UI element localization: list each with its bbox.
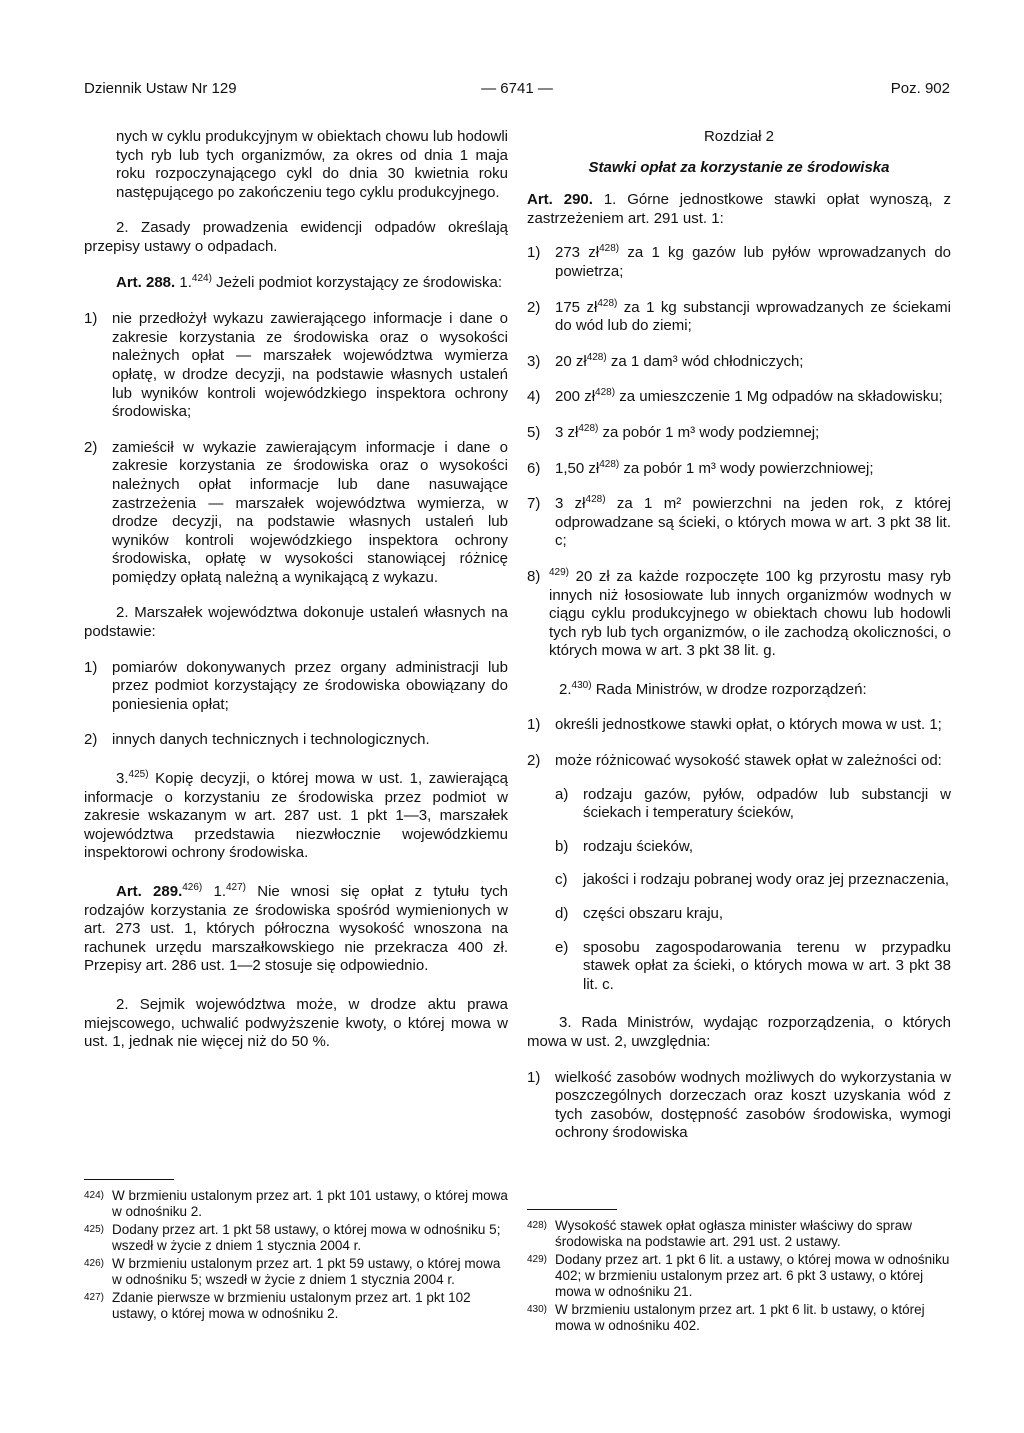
page-number: — 6741 — bbox=[481, 80, 553, 97]
rate-text: 20 zł za każde rozpoczęte 100 kg przyrostu masy ryb innych niż łososiowate lub innych organizmów wodnych w ciągu cyklu produkcyjnego w obiektach chowu lub hodowli tych ryb lub tych organizmów, o ile zachodzą okoliczności, o których mowa w art. 3 pkt 38 lit. g. bbox=[549, 567, 951, 660]
article-288 bbox=[84, 274, 508, 293]
footnote-number: 426) bbox=[84, 1258, 105, 1269]
rate-number: 3) bbox=[527, 352, 541, 370]
list-item bbox=[84, 659, 508, 715]
footnote-number: 430) bbox=[527, 1304, 548, 1315]
page-header bbox=[84, 80, 950, 102]
sub-item-text: rodzaju gazów, pyłów, odpadów lub substancji w ściekach i temperatury ścieków, bbox=[583, 785, 951, 822]
rate-amount: 3 zł bbox=[555, 423, 579, 441]
sub-item-letter: a) bbox=[555, 785, 569, 803]
sub-item-letter: c) bbox=[555, 871, 568, 889]
right-column bbox=[527, 128, 951, 1143]
sub-item bbox=[555, 838, 951, 857]
rate-text: za 1 m² powierzchni na jeden rok, z której odprowadzane są ścieki, o których mowa w art. 3 pkt 38 lit. c; bbox=[555, 495, 951, 550]
article-288-number: 1. bbox=[179, 273, 192, 291]
rate-text: za umieszczenie 1 Mg odpadów na składowisku; bbox=[615, 388, 943, 406]
list-item-text: może różnicować wysokość stawek opłat w zależności od: bbox=[555, 752, 942, 770]
rate-number: 5) bbox=[527, 423, 541, 441]
article-290 bbox=[527, 191, 951, 228]
footnote bbox=[527, 1218, 951, 1250]
footnote-number: 425) bbox=[84, 1224, 105, 1235]
paragraph-continuation: nych w cyklu produkcyjnym w obiektach chowu lub hodowli tych ryb lub tych organizmów, za okres od dnia 1 maja roku rozpoczynającego cykl do dnia 30 kwietnia roku następującego po zakończeniu tego cyklu produkcyjnego. bbox=[116, 128, 508, 201]
left-column bbox=[84, 128, 508, 1069]
rate-number: 1) bbox=[527, 244, 541, 262]
list-item bbox=[527, 716, 951, 735]
footnote bbox=[84, 1290, 508, 1322]
sub-item-letter: b) bbox=[555, 837, 569, 855]
list-item-text: wielkość zasobów wodnych możliwych do wykorzystania w poszczególnych dorzeczach oraz koszt uzyskania wód z tych zasobów, dostępność zasobów środowiska, wymogi ochrony środowiska bbox=[555, 1068, 951, 1142]
position-number: Poz. 902 bbox=[890, 80, 950, 97]
list-item-text: nie przedłożył wykazu zawierającego informacje i dane o zakresie korzystania ze środowiska oraz o wysokości należnych opłat — marszałek województwa wymierza opłatę, w drodze decyzji, na podstawie własnych ustaleń lub wyników kontroli wojewódzkiego inspektora ochrony środowiska; bbox=[112, 310, 508, 421]
footnote-ref-428: 428) bbox=[599, 458, 620, 470]
rate-amount: 3 zł bbox=[555, 495, 586, 513]
footnote bbox=[527, 1302, 951, 1334]
footnote-ref-426: 426) bbox=[182, 882, 203, 893]
footnote-text: Wysokość stawek opłat ogłasza minister właściwy do spraw środowiska na podstawie art. 291 ust. 2 ustawy. bbox=[555, 1218, 913, 1249]
list-item bbox=[527, 752, 951, 771]
paragraph-3 bbox=[84, 770, 508, 863]
footnote-ref-427: 427) bbox=[226, 882, 247, 893]
sub-item-letter: d) bbox=[555, 905, 569, 923]
rate-amount: 20 zł bbox=[555, 352, 587, 370]
article-290-text: 1. Górne jednostkowe stawki opłat wynoszą, z zastrzeżeniem art. 291 ust. 1: bbox=[527, 191, 951, 227]
footnote-ref-425: 425) bbox=[128, 769, 149, 781]
list-item bbox=[84, 439, 508, 588]
footnote-ref-428: 428) bbox=[585, 494, 606, 506]
footnote bbox=[527, 1252, 951, 1300]
article-289-number: 1. bbox=[202, 883, 226, 900]
list-item bbox=[527, 1069, 951, 1143]
list-item bbox=[84, 731, 508, 750]
rate-item bbox=[527, 244, 951, 281]
article-289 bbox=[84, 883, 508, 976]
footnote-number: 429) bbox=[527, 1254, 548, 1265]
footnote-text: W brzmieniu ustalonym przez art. 1 pkt 6 lit. b ustawy, o której mowa w odnośniku 402. bbox=[555, 1302, 925, 1333]
paragraph-marshal: 2. Marszałek województwa dokonuje ustaleń własnych na podstawie: bbox=[84, 604, 508, 641]
rate-number: 7) bbox=[527, 495, 541, 513]
footnotes-right bbox=[527, 1205, 951, 1336]
list-item-number: 2) bbox=[84, 438, 98, 456]
sub-item-text: części obszaru kraju, bbox=[583, 905, 724, 923]
rate-amount: 1,50 zł bbox=[555, 459, 600, 477]
footnote-text: Dodany przez art. 1 pkt 6 lit. a ustawy, o której mowa w odnośniku 402; w brzmieniu ustalonym przez art. 6 pkt 3 ustawy, o której mowa w odnośniku 21. bbox=[555, 1252, 950, 1299]
rate-amount: 175 zł bbox=[555, 298, 598, 316]
article-289-text: Nie wnosi się opłat z tytułu tych rodzajów korzystania ze środowiska spośród wymienionych w art. 273 ust. 1, których półroczna wysokość wnoszona na rachunek urzędu marszałkowskiego nie przekracza 400 zł. Przepisy art. 286 ust. 1—2 stosuje się odpowiednio. bbox=[84, 883, 508, 975]
rate-item bbox=[527, 353, 951, 372]
list-item-number: 1) bbox=[84, 658, 98, 676]
chapter-title: Stawki opłat za korzystanie ze środowiska bbox=[588, 158, 890, 176]
footnote-text: W brzmieniu ustalonym przez art. 1 pkt 59 ustawy, o której mowa w odnośniku 5; wszedł w życie z dniem 1 stycznia 2004 r. bbox=[112, 1256, 501, 1287]
footnote-divider bbox=[527, 1209, 617, 1210]
sub-item-text: sposobu zagospodarowania terenu w przypadku stawek opłat za ścieki, o których mowa w art. 3 pkt 38 lit. c. bbox=[583, 938, 951, 993]
footnote-ref-428: 428) bbox=[595, 387, 616, 399]
list-item-text: pomiarów dokonywanych przez organy administracji lub przez podmiot korzystający ze środowiska obowiązany do poniesienia opłat; bbox=[112, 658, 508, 713]
sub-item-text: jakości i rodzaju pobranej wody oraz jej przeznaczenia, bbox=[583, 871, 950, 889]
footnote-ref-428: 428) bbox=[586, 351, 607, 363]
paragraph-sejmik: 2. Sejmik województwa może, w drodze aktu prawa miejscowego, uchwalić podwyższenie kwoty, o której mowa w ust. 1, jednak nie więcej niż do 50 %. bbox=[84, 995, 508, 1051]
footnote-ref-428: 428) bbox=[578, 422, 599, 434]
chapter-label: Rozdział 2 bbox=[703, 128, 775, 145]
sub-item bbox=[555, 871, 951, 890]
rate-item bbox=[527, 495, 951, 551]
rate-text: za 1 kg gazów lub pyłów wprowadzanych do powietrza; bbox=[555, 244, 952, 280]
list-item-number: 2) bbox=[84, 731, 98, 749]
footnote-number: 428) bbox=[527, 1220, 548, 1231]
article-290-heading: Art. 290. bbox=[527, 191, 593, 209]
list-item-text: określi jednostkowe stawki opłat, o których mowa w ust. 1; bbox=[555, 716, 942, 734]
footnote-ref-428: 428) bbox=[597, 297, 618, 309]
rate-number: 2) bbox=[527, 298, 541, 316]
footnote-ref-429: 429) bbox=[549, 566, 570, 578]
footnote bbox=[84, 1222, 508, 1254]
list-item bbox=[84, 310, 508, 422]
rate-text: za pobór 1 m³ wody powierzchniowej; bbox=[619, 459, 874, 477]
rate-text: za pobór 1 m³ wody podziemnej; bbox=[598, 423, 820, 441]
footnotes-left bbox=[84, 1175, 508, 1324]
footnote-ref-424: 424) bbox=[191, 272, 212, 284]
paragraph-3-ministers: 3. Rada Ministrów, wydając rozporządzenia, o których mowa w ust. 2, uwzględnia: bbox=[527, 1014, 951, 1050]
footnote-ref-430: 430) bbox=[571, 679, 592, 691]
list-item-number: 2) bbox=[527, 752, 541, 770]
rate-text: za 1 kg substancji wprowadzanych ze ściekami do wód lub do ziemi; bbox=[555, 298, 951, 335]
sub-item bbox=[555, 939, 951, 995]
paragraph-text: Kopię decyzji, o której mowa w ust. 1, zawierającą informacje o korzystaniu ze środowiska przez podmiot w zakresie wskazanym w art. 287 ust. 1 pkt 1—3, marszałek województwa przedstawia niezwłocznie wojewódzkiemu inspektorowi ochrony środowiska. bbox=[84, 770, 508, 862]
rate-number: 6) bbox=[527, 459, 541, 477]
paragraph-2: 2. Zasady prowadzenia ewidencji odpadów określają przepisy ustawy o odpadach. bbox=[84, 219, 508, 255]
footnote-ref-428: 428) bbox=[599, 243, 620, 255]
rate-number: 4) bbox=[527, 388, 541, 406]
footnote bbox=[84, 1188, 508, 1220]
paragraph-2-ministers bbox=[527, 681, 951, 700]
article-289-heading: Art. 289. bbox=[116, 883, 183, 900]
sub-item bbox=[555, 905, 951, 924]
paragraph-number: 2. bbox=[559, 680, 572, 698]
rate-amount: 200 zł bbox=[555, 388, 596, 406]
list-item-number: 1) bbox=[527, 716, 541, 734]
journal-title: Dziennik Ustaw Nr 129 bbox=[84, 80, 237, 97]
rate-item bbox=[527, 460, 951, 479]
rate-number: 8) bbox=[527, 567, 541, 585]
footnote bbox=[84, 1256, 508, 1288]
sub-item bbox=[555, 786, 951, 823]
sub-item-text: rodzaju ścieków, bbox=[583, 837, 694, 855]
footnote-number: 427) bbox=[84, 1292, 105, 1303]
rate-item bbox=[527, 299, 951, 336]
rate-amount: 273 zł bbox=[555, 244, 600, 262]
list-item-text: innych danych technicznych i technologicznych. bbox=[112, 731, 430, 749]
paragraph-text: Rada Ministrów, w drodze rozporządzeń: bbox=[591, 680, 867, 698]
footnote-number: 424) bbox=[84, 1190, 105, 1201]
list-item-number: 1) bbox=[84, 310, 98, 328]
article-288-heading: Art. 288. bbox=[116, 273, 176, 291]
rate-item bbox=[527, 424, 951, 443]
footnote-divider bbox=[84, 1179, 174, 1180]
paragraph-number: 3. bbox=[116, 770, 129, 788]
footnote-text: Dodany przez art. 1 pkt 58 ustawy, o której mowa w odnośniku 5; wszedł w życie z dniem 1 stycznia 2004 r. bbox=[112, 1222, 501, 1253]
list-item-number: 1) bbox=[527, 1068, 541, 1086]
footnote-text: Zdanie pierwsze w brzmieniu ustalonym przez art. 1 pkt 102 ustawy, o której mowa w odnośniku 2. bbox=[112, 1290, 471, 1321]
article-288-text: Jeżeli podmiot korzystający ze środowiska: bbox=[211, 273, 503, 291]
sub-item-letter: e) bbox=[555, 938, 569, 956]
footnote-text: W brzmieniu ustalonym przez art. 1 pkt 101 ustawy, o której mowa w odnośniku 2. bbox=[112, 1188, 508, 1219]
rate-text: za 1 dam³ wód chłodniczych; bbox=[606, 352, 804, 370]
list-item-text: zamieścił w wykazie zawierającym informacje i dane o zakresie korzystania ze środowiska oraz o wysokości należnych opłat informacje lub dane nasuwające zastrzeżenia — marszałek województwa wymierza, w drodze decyzji, na podstawie własnych ustaleń lub wyników kontroli wojewódzkiego inspektora ochrony środowiska, opłatę w wysokości stanowiącej różnicę pomiędzy opłatą należną a wynikającą z wykazu. bbox=[112, 438, 508, 586]
rate-item bbox=[527, 388, 951, 407]
rate-item-fish bbox=[527, 568, 951, 661]
